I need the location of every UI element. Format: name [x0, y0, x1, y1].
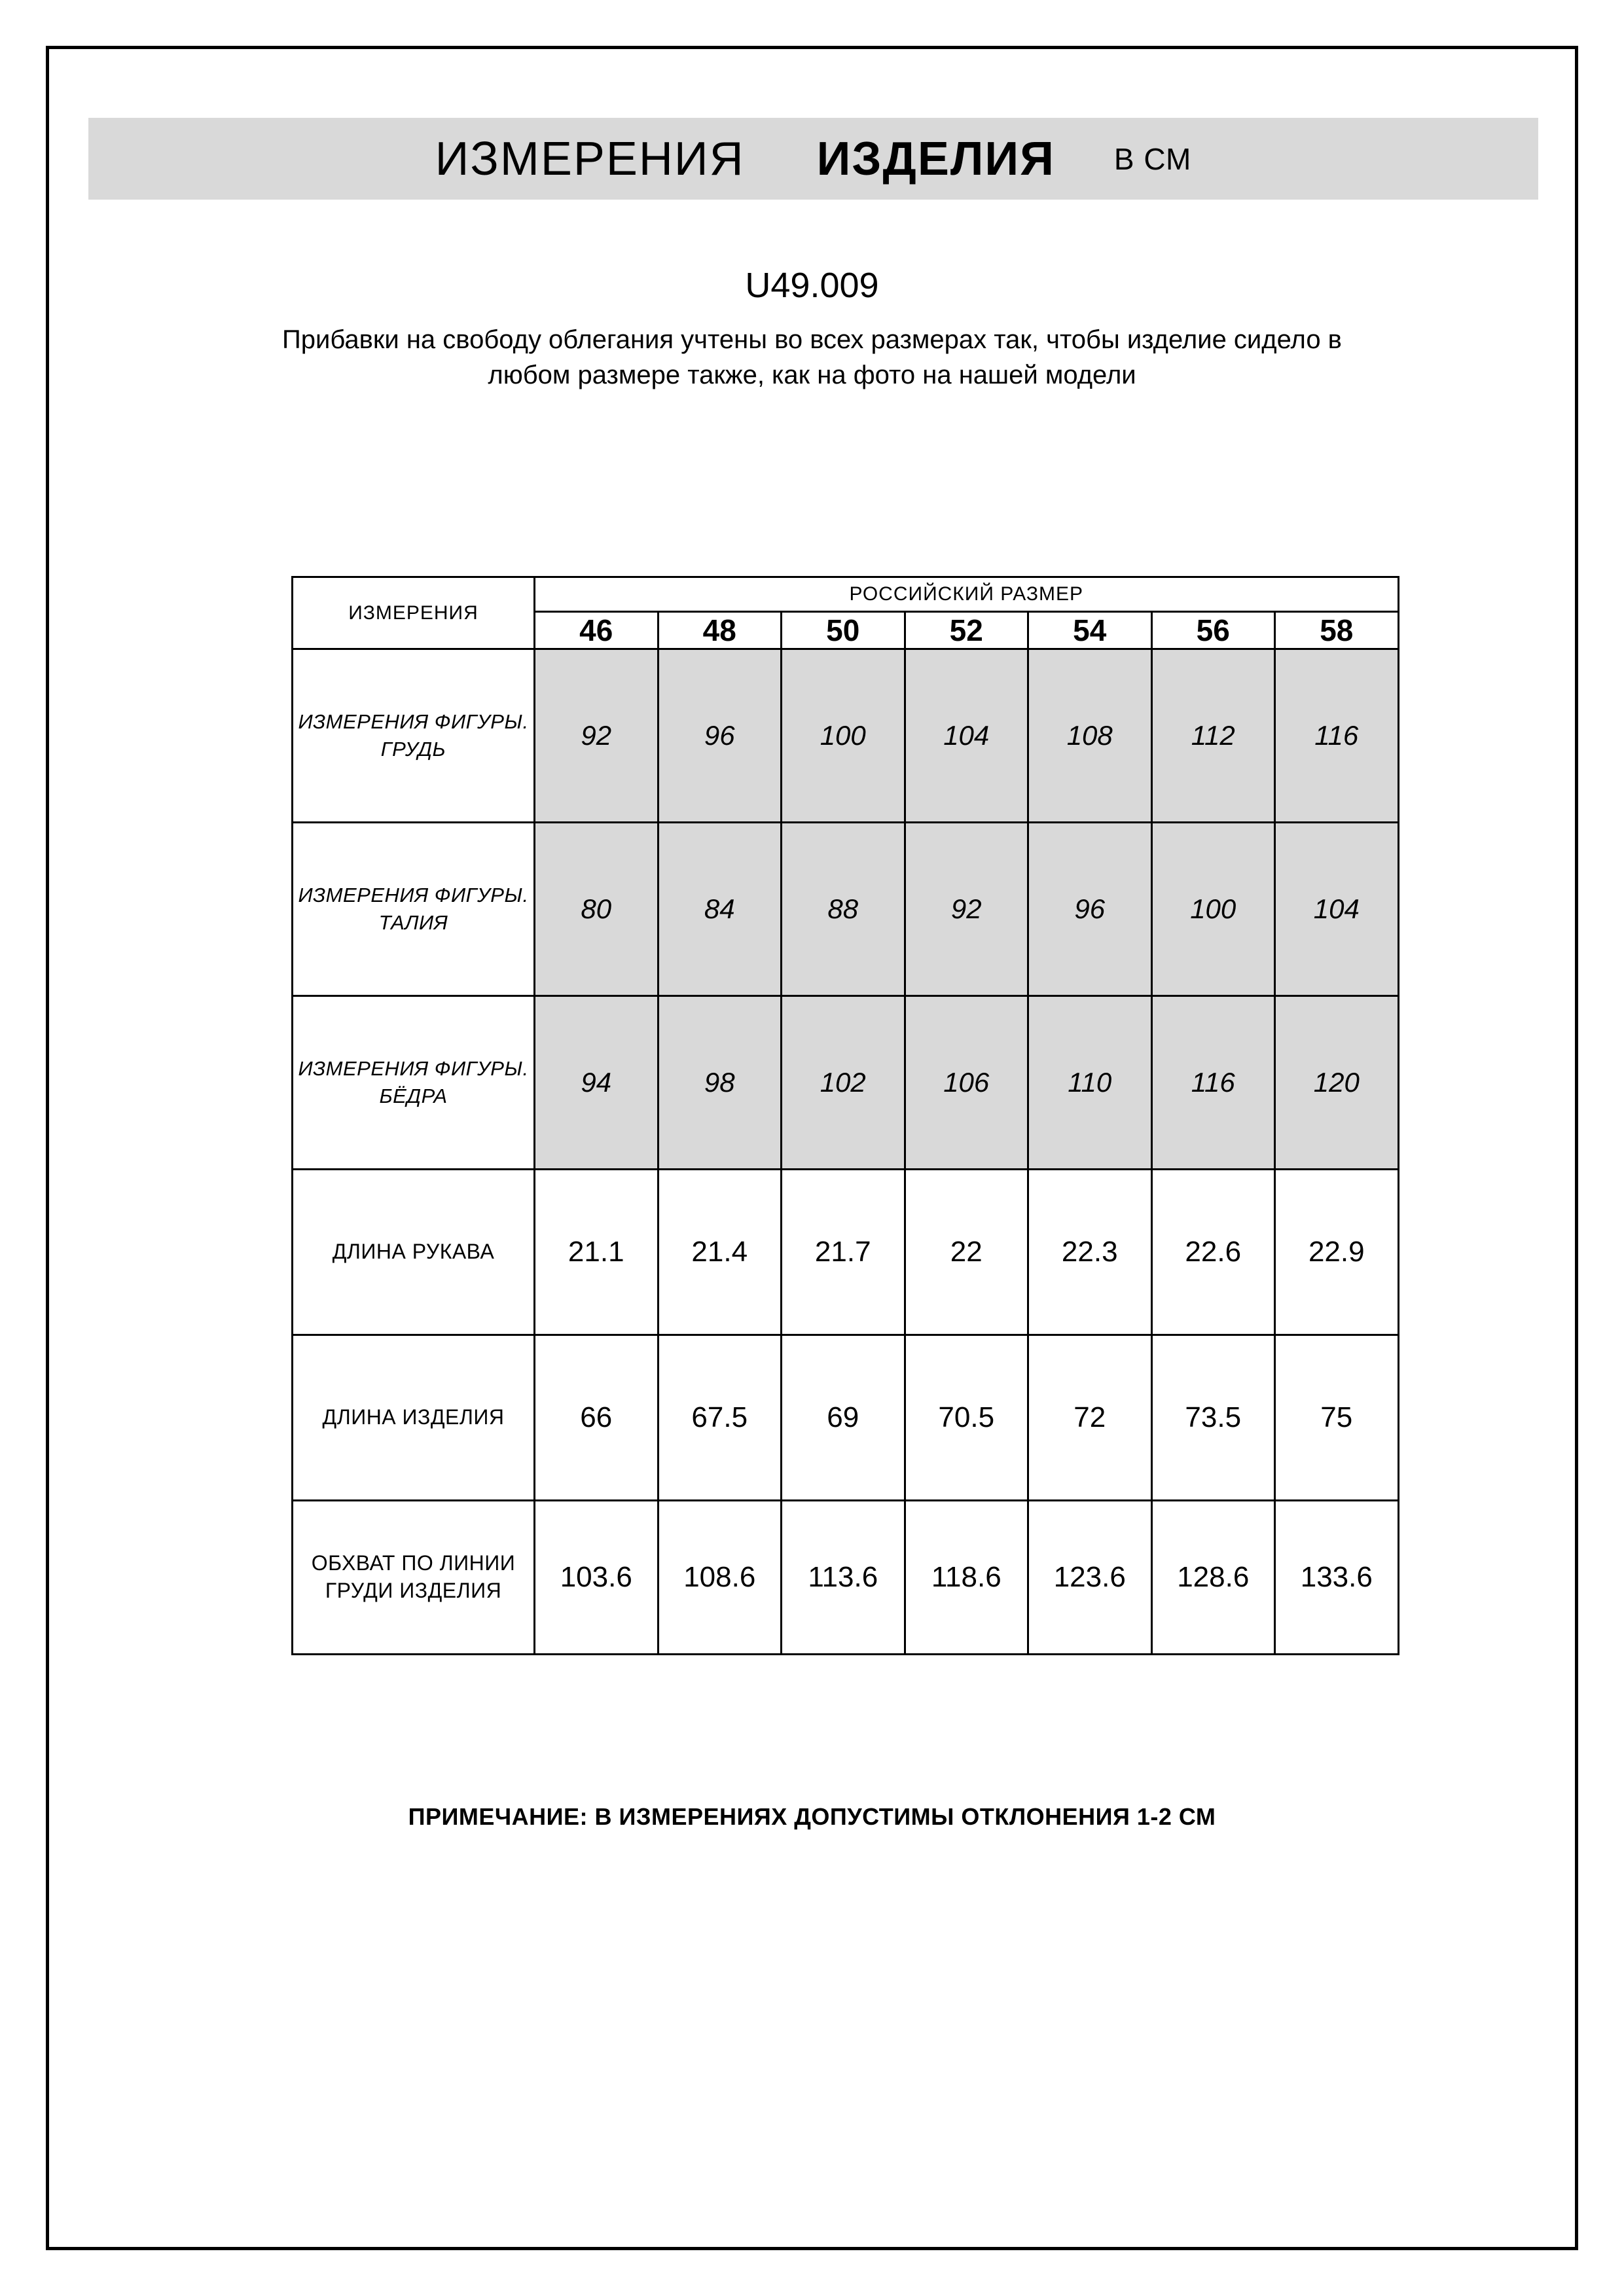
cell-chest-girth-52: 118.6 [905, 1501, 1028, 1655]
cell-chest-girth-46: 103.6 [535, 1501, 659, 1655]
cell-length-46: 66 [535, 1335, 659, 1501]
row-label-sleeve-length: ДЛИНА РУКАВА [293, 1170, 535, 1335]
cell-length-56: 73.5 [1151, 1335, 1275, 1501]
cell-length-54: 72 [1028, 1335, 1152, 1501]
cell-sleeve-50: 21.7 [782, 1170, 905, 1335]
size-header-58: 58 [1275, 612, 1399, 649]
cell-sleeve-54: 22.3 [1028, 1170, 1152, 1335]
table-header-russian-size: РОССИЙСКИЙ РАЗМЕР [535, 577, 1399, 612]
cell-chest-girth-56: 128.6 [1151, 1501, 1275, 1655]
cell-bust-48: 96 [658, 649, 782, 823]
cell-bust-56: 112 [1151, 649, 1275, 823]
cell-hips-52: 106 [905, 996, 1028, 1170]
size-table [291, 576, 1399, 1655]
cell-waist-50: 88 [782, 823, 905, 996]
size-header-52: 52 [905, 612, 1028, 649]
cell-length-50: 69 [782, 1335, 905, 1501]
cell-bust-50: 100 [782, 649, 905, 823]
cell-hips-46: 94 [535, 996, 659, 1170]
cell-waist-54: 96 [1028, 823, 1152, 996]
cell-chest-girth-50: 113.6 [782, 1501, 905, 1655]
header-title-product: ИЗДЕЛИЯ [816, 132, 1055, 185]
cell-sleeve-46: 21.1 [535, 1170, 659, 1335]
cell-sleeve-52: 22 [905, 1170, 1028, 1335]
fit-description: Прибавки на свободу облегания учтены во всех размерах так, чтобы изделие сидело в любом размере также, как на фото на нашей модели [282, 325, 1342, 389]
table-row [293, 649, 1399, 823]
table-row-group-header [293, 577, 1399, 612]
cell-hips-54: 110 [1028, 996, 1152, 1170]
header-units: В СМ [1113, 141, 1192, 176]
table-row [293, 823, 1399, 996]
cell-waist-46: 80 [535, 823, 659, 996]
table-header-measurements: ИЗМЕРЕНИЯ [293, 577, 535, 649]
document-content [49, 49, 1575, 2247]
row-label-product-length: ДЛИНА ИЗДЕЛИЯ [293, 1335, 535, 1501]
table-row [293, 1170, 1399, 1335]
cell-sleeve-48: 21.4 [658, 1170, 782, 1335]
cell-waist-48: 84 [658, 823, 782, 996]
cell-hips-56: 116 [1151, 996, 1275, 1170]
cell-bust-54: 108 [1028, 649, 1152, 823]
size-table-wrapper [291, 576, 1398, 1655]
cell-bust-52: 104 [905, 649, 1028, 823]
table-row [293, 1501, 1399, 1655]
cell-length-52: 70.5 [905, 1335, 1028, 1501]
row-label-hips: ИЗМЕРЕНИЯ ФИГУРЫ. БЁДРА [293, 996, 535, 1170]
size-header-56: 56 [1151, 612, 1275, 649]
cell-bust-58: 116 [1275, 649, 1399, 823]
size-header-46: 46 [535, 612, 659, 649]
page-header-band [88, 118, 1538, 200]
cell-bust-46: 92 [535, 649, 659, 823]
table-row [293, 996, 1399, 1170]
cell-hips-48: 98 [658, 996, 782, 1170]
cell-waist-58: 104 [1275, 823, 1399, 996]
row-label-chest-girth: ОБХВАТ ПО ЛИНИИ ГРУДИ ИЗДЕЛИЯ [293, 1501, 535, 1655]
cell-hips-58: 120 [1275, 996, 1399, 1170]
row-label-bust: ИЗМЕРЕНИЯ ФИГУРЫ. ГРУДЬ [293, 649, 535, 823]
cell-sleeve-56: 22.6 [1151, 1170, 1275, 1335]
table-row [293, 1335, 1399, 1501]
cell-length-58: 75 [1275, 1335, 1399, 1501]
document-page [46, 46, 1578, 2250]
article-code: U49.009 [745, 266, 879, 305]
cell-chest-girth-54: 123.6 [1028, 1501, 1152, 1655]
row-label-waist: ИЗМЕРЕНИЯ ФИГУРЫ. ТАЛИЯ [293, 823, 535, 996]
cell-hips-50: 102 [782, 996, 905, 1170]
cell-waist-56: 100 [1151, 823, 1275, 996]
cell-waist-52: 92 [905, 823, 1028, 996]
cell-chest-girth-48: 108.6 [658, 1501, 782, 1655]
size-header-54: 54 [1028, 612, 1152, 649]
cell-sleeve-58: 22.9 [1275, 1170, 1399, 1335]
cell-chest-girth-58: 133.6 [1275, 1501, 1399, 1655]
size-header-48: 48 [658, 612, 782, 649]
measurement-note: ПРИМЕЧАНИЕ: В ИЗМЕРЕНИЯХ ДОПУСТИМЫ ОТКЛОНЕНИЯ 1-2 СМ [408, 1803, 1216, 1830]
header-title-measurements: ИЗМЕРЕНИЯ [435, 132, 745, 185]
size-header-50: 50 [782, 612, 905, 649]
cell-length-48: 67.5 [658, 1335, 782, 1501]
